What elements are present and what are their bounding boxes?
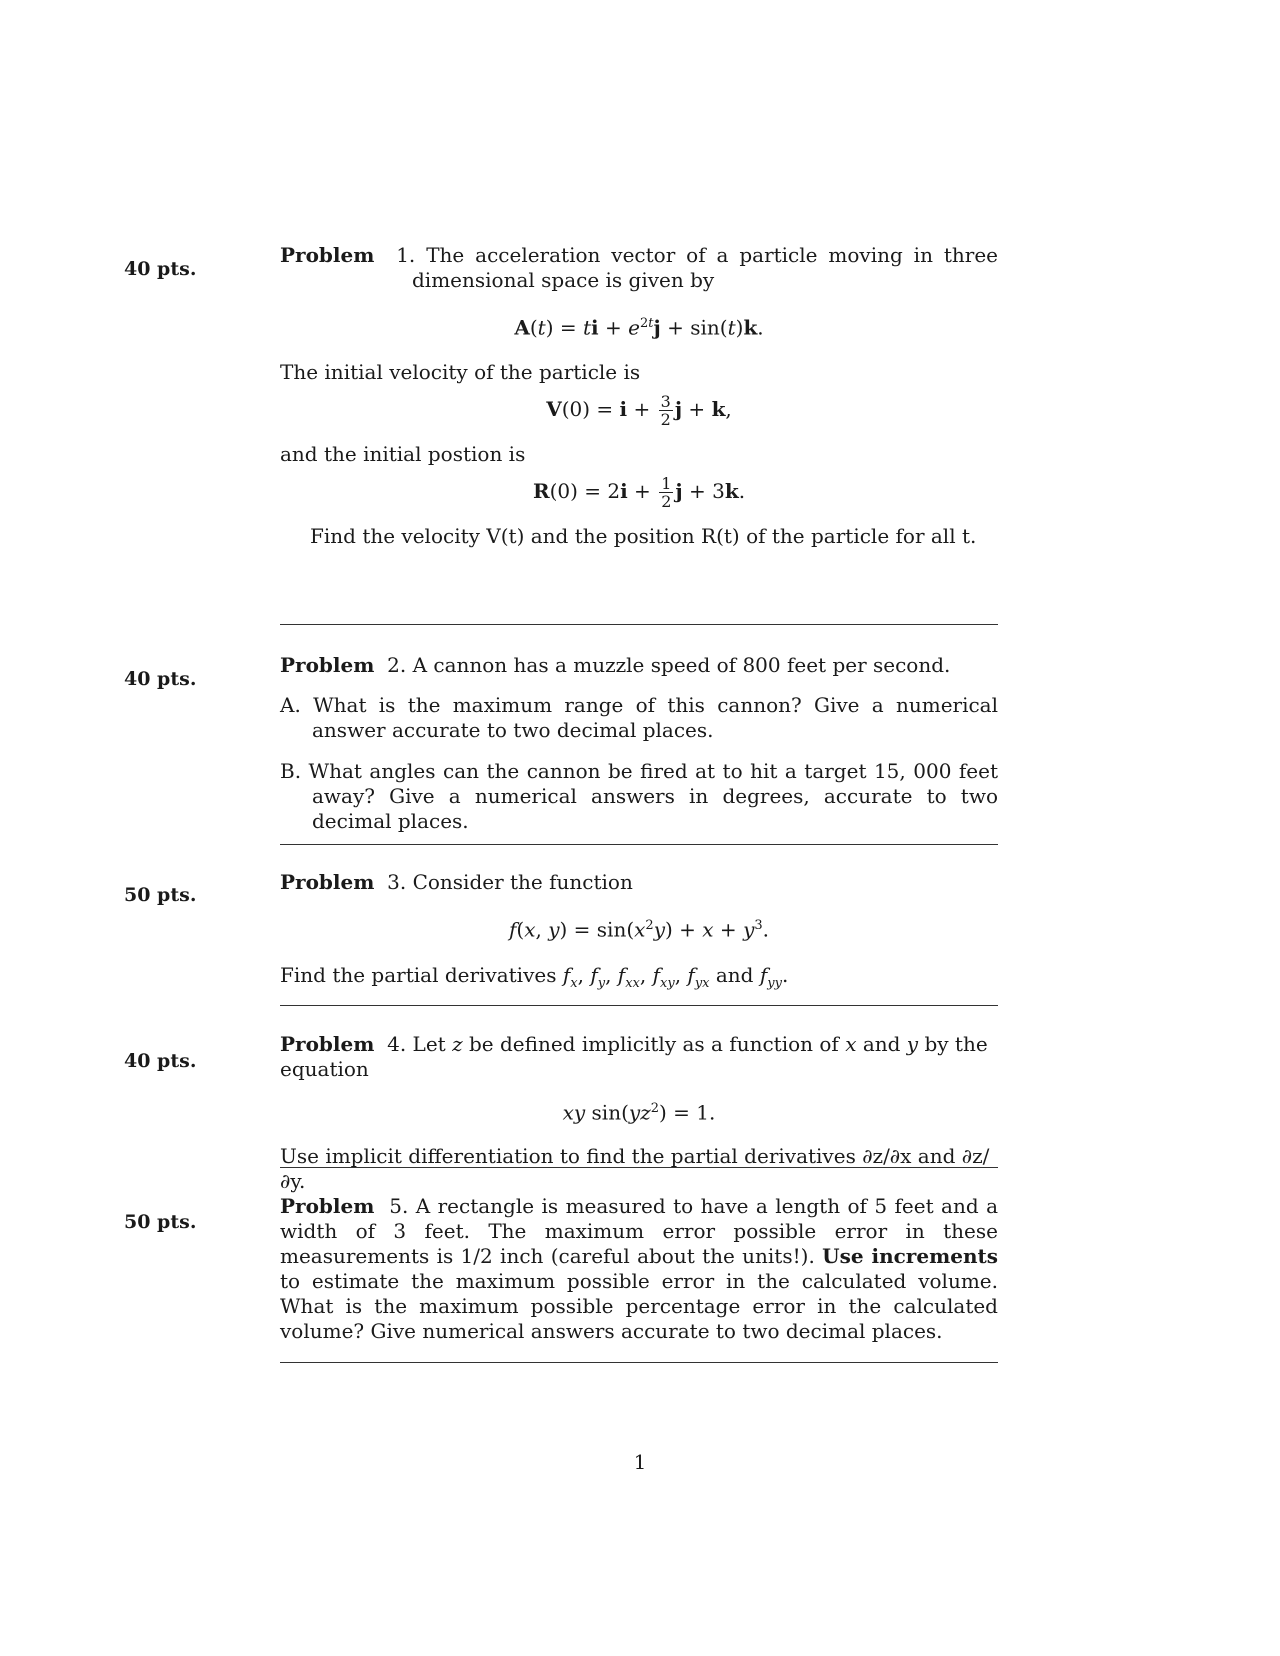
divider-4 <box>280 1167 998 1168</box>
points-problem-3: 50 pts. <box>124 884 197 906</box>
problem-5-heading: Problem <box>280 1194 375 1218</box>
problem-1-number: 1. <box>396 243 416 267</box>
equation-implicit: xy $\sin(yz^2) = 1$. <box>562 1100 716 1125</box>
equation-initial-position: R(0) = 2i + $\frac{1}{2}$ j + 3k. <box>532 473 746 511</box>
problem-1 <box>280 243 998 549</box>
problem-4-statement: Problem 4. Let z be defined implicitly as a function of x and y by the equation <box>280 1032 988 1081</box>
problem-5-text-a: A rectangle is measured to have a length of 5 feet and a width of 3 feet. The maximum error possible error in these measurements is 1/2 inch (careful about the units!). <box>280 1194 998 1268</box>
divider-1 <box>280 624 998 625</box>
problem-1-position-intro: and the initial postion is <box>280 441 526 466</box>
problem-2-statement <box>280 653 998 678</box>
problem-4-heading: Problem <box>280 1032 375 1056</box>
problem-4-number: 4. <box>387 1032 407 1056</box>
problem-5-statement <box>280 1194 998 1344</box>
problem-3-number: 3. <box>387 870 407 894</box>
problem-4 <box>280 1032 998 1194</box>
divider-3 <box>280 1005 998 1006</box>
points-problem-1: 40 pts. <box>124 258 197 280</box>
points-problem-4: 40 pts. <box>124 1050 197 1072</box>
problem-5-number: 5. <box>389 1194 409 1218</box>
problem-1-question: Find the velocity V(t) and the position R(t) of the particle for all t. <box>310 523 977 548</box>
problem-2 <box>280 653 998 834</box>
problem-4-question: Use implicit differentiation to find the partial derivatives ∂z/∂x and ∂z/∂y. <box>280 1143 990 1193</box>
equation-function: f(x, $y) = \sin(x^2y) + x + y^3$. <box>508 917 770 942</box>
problem-3-heading: Problem <box>280 870 375 894</box>
part-a-text: What is the maximum range of this cannon? Give a numerical answer accurate to two decimal places. <box>312 693 999 742</box>
equation-initial-velocity: V(0) = i + $\frac{3}{2}$ j + k, <box>546 391 732 429</box>
problem-1-intro: The acceleration vector of a particle moving in three dimensional space is given by <box>412 243 999 292</box>
problem-3 <box>280 870 998 996</box>
part-a-label: A. <box>280 693 301 717</box>
points-problem-2: 40 pts. <box>124 668 197 690</box>
problem-1-velocity-intro: The initial velocity of the particle is <box>280 359 641 384</box>
problem-3-statement <box>280 870 998 895</box>
problem-2-heading: Problem <box>280 653 375 677</box>
problem-5-emphasis: Use increments <box>822 1244 998 1268</box>
equation-acceleration: A(t) = ti + $e^{2t}j + \sin(t)k$. <box>514 315 764 340</box>
problem-2-number: 2. <box>387 653 407 677</box>
problem-5-text-b: to estimate the maximum possible error in the calculated volume. What is the maximum possible percentage error in the calculated volume? Give numerical answers accurate to two decimal places. <box>280 1269 998 1343</box>
problem-3-intro: Consider the function <box>412 870 633 894</box>
problem-3-question: Find the partial derivatives $f_x$, $f_y$, $f_{xx}$, $f_{xy}$, $f_{yx}$ and $f_{yy}$. <box>280 962 789 991</box>
problem-3-question-prefix: Find the partial derivatives <box>280 962 557 987</box>
page-number: 1 <box>633 1450 647 1474</box>
part-b-text: What angles can the cannon be fired at to hit a target 15, 000 feet away? Give a numerical answers in degrees, accurate to two decimal places. <box>308 759 998 833</box>
problem-2-part-b <box>280 759 998 834</box>
divider-2 <box>280 844 998 845</box>
problem-2-intro: A cannon has a muzzle speed of 800 feet per second. <box>412 653 951 677</box>
points-problem-5: 50 pts. <box>124 1211 197 1233</box>
divider-5 <box>280 1362 998 1363</box>
problem-1-heading: Problem <box>280 243 375 267</box>
problem-5 <box>280 1194 998 1344</box>
part-b-label: B. <box>280 759 302 783</box>
problem-2-part-a <box>280 693 998 743</box>
problem-1-statement <box>280 243 998 293</box>
